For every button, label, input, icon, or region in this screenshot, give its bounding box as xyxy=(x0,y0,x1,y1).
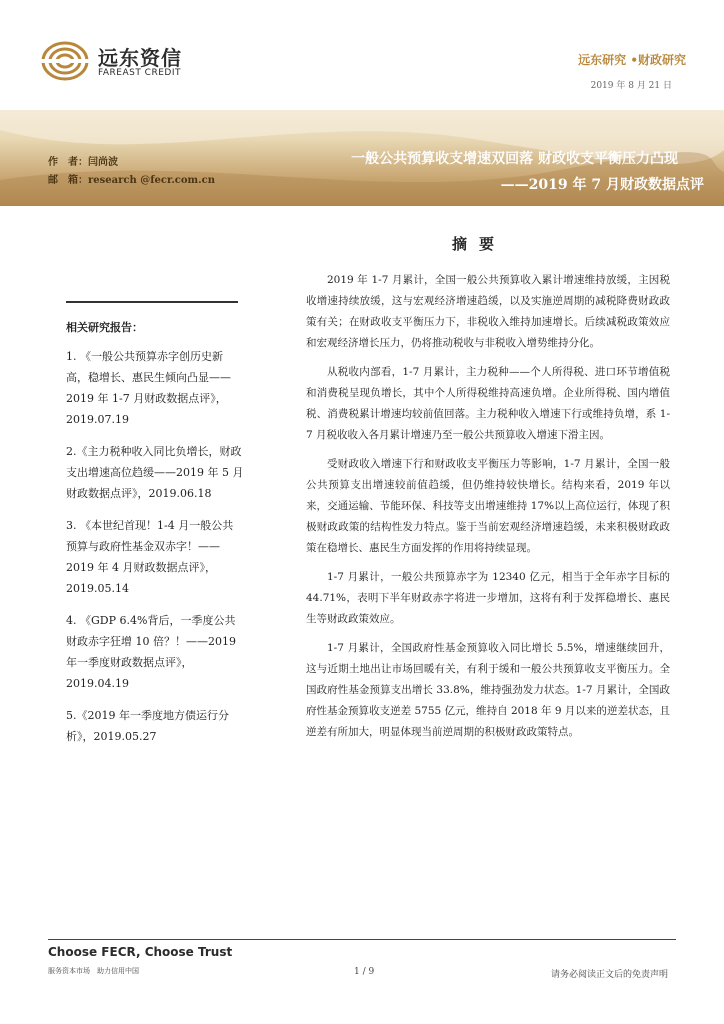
related-report-item: 4. 《GDP 6.4%背后，一季度公共财政赤字狂增 10 倍？！——2019 年一季度财政数据点评》，2019.04.19 xyxy=(66,614,236,690)
abstract-paragraph: 1-7 月累计，全国政府性基金预算收入同比增长 5.5%，增速继续回升，这与近期土地出让市场回暖有关，有利于缓和一般公共预算收支平衡压力。全国政府性基金预算支出增长 33.8%，维持强劲发力状态。1-7 月累计，全国政府性基金预算收支逆差 5755 亿元，维持自 2018 年 9 月以来的逆差状态，且逆差有所加大，明显体现当前逆周期的积极财政政策特点。 xyxy=(306,642,670,738)
report-date: 2019 年 8 月 21 日 xyxy=(590,81,672,91)
page-number: 1 / 9 xyxy=(354,967,375,977)
abstract-paragraph: 2019 年 1-7 月累计，全国一般公共预算收入累计增速维持放缓，主因税收增速持续放缓，这与宏观经济增速趋缓，以及实施逆周期的减税降费财政政策有关；在财政收支平衡压力下，非税收入维持加速增长。后续减税政策效应和宏观经济增长压力，仍将推动税收与非税收入增势维持分化。 xyxy=(306,274,670,349)
related-reports-list xyxy=(66,346,244,758)
company-logo xyxy=(40,40,210,84)
logo-text-cn: 远东资信 xyxy=(98,46,182,70)
author-email: 邮 箱：research @fecr.com.cn xyxy=(48,175,215,186)
footer-divider xyxy=(48,939,676,940)
related-report-item: 5.《2019 年一季度地方债运行分析》，2019.05.27 xyxy=(66,709,229,743)
report-subtitle: ——2019 年 7 月财政数据点评 xyxy=(500,177,704,193)
abstract-heading: 摘要 xyxy=(452,235,507,253)
report-header xyxy=(0,0,724,105)
report-category: 远东研究 •财政研究 xyxy=(578,53,686,67)
footer-disclaimer: 请务必阅读正文后的免责声明 xyxy=(550,970,668,980)
footer-tagline: 服务资本市场 助力信用中国 xyxy=(48,967,139,975)
related-report-item: 3. 《本世纪首现！1-4 月一般公共预算与政府性基金双赤字！——2019 年 4 月财政数据点评》，2019.05.14 xyxy=(66,519,234,595)
footer-slogan: Choose FECR, Choose Trust xyxy=(48,945,233,959)
related-reports-heading: 相关研究报告： xyxy=(66,321,143,334)
logo-text-en: FAREAST CREDIT xyxy=(98,68,181,78)
abstract-body xyxy=(306,270,670,751)
related-report-item: 1. 《一般公共预算赤字创历史新高，稳增长、惠民生倾向凸显——2019 年 1-7 月财政数据点评》，2019.07.19 xyxy=(66,350,231,426)
author-name: 作 者：闫尚波 xyxy=(48,157,118,168)
report-title: 一般公共预算收支增速双回落 财政收支平衡压力凸现 xyxy=(351,151,678,167)
abstract-paragraph: 从税收内部看，1-7 月累计，主力税种——个人所得税、进口环节增值税和消费税呈现负增长，其中个人所得税维持高速负增。企业所得税、国内增值税、消费税累计增速均较前值回落。主力税种收入增速下行或维持负增，系 1-7 月税收收入各月累计增速乃至一般公共预算收入增速下滑主因。 xyxy=(306,366,670,441)
related-report-item: 2.《主力税种收入同比负增长，财政支出增速高位趋缓——2019 年 5 月财政数据点评》，2019.06.18 xyxy=(66,445,244,500)
logo-rings-icon xyxy=(40,40,90,82)
abstract-paragraph: 受财政收入增速下行和财政收支平衡压力等影响，1-7 月累计，全国一般公共预算支出增速较前值趋缓，但仍维持较快增长。结构来看，2019 年以来，交通运输、节能环保、科技等支出增速维持 17%以上高位运行，体现了积极财政政策的结构性发力特点。鉴于当前宏观经济增速趋缓，未来积极财政政策在稳增长、惠民生方面发挥的作用将持续显现。 xyxy=(306,458,670,554)
sidebar-divider xyxy=(66,301,238,303)
abstract-paragraph: 1-7 月累计，一般公共预算赤字为 12340 亿元，相当于全年赤字目标的 44.71%，表明下半年财政赤字将进一步增加，这将有利于发挥稳增长、惠民生等财政政策效应。 xyxy=(306,571,670,625)
